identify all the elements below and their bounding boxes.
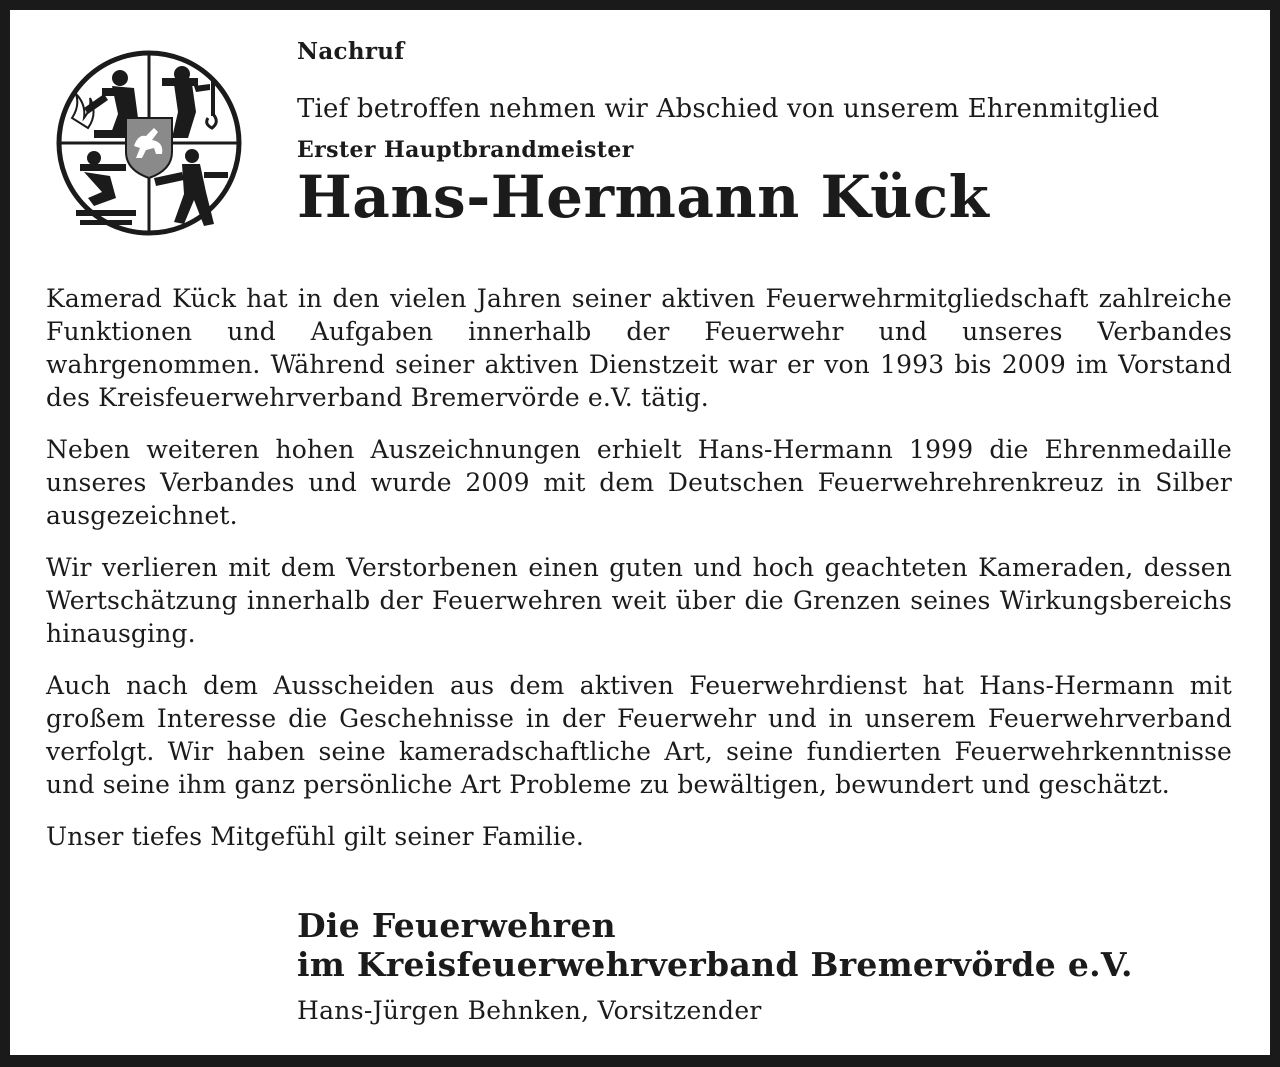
notice-header [297, 38, 1257, 233]
body-paragraph: Wir verlieren mit dem Verstorbenen einen guten und hoch geachteten Kameraden, dessen Wertschätzung innerhalb der Feuerwehren weit über die Grenzen seines Wirkungsbereichs hinausging. [46, 553, 1232, 648]
signer-name: Hans-Jürgen Behnken, Vorsitzender [297, 996, 762, 1025]
body-paragraph: Kamerad Kück hat in den vielen Jahren seiner aktiven Feuerwehrmitgliedschaft zahlreiche Funktionen und Aufgaben innerhalb der Feuerwehr und unseres Verbandes wahrgenommen. Während seiner aktiven Dienstzeit war er von 1993 bis 2009 im Vorstand des Kreisfeuerwehrverband Bremervörde e.V. tätig. [46, 284, 1232, 412]
fire-brigade-emblem-icon [54, 48, 244, 238]
deceased-rank: Erster Hauptbrandmeister [297, 136, 634, 163]
obituary-notice [10, 10, 1270, 1055]
organization-name-line2: im Kreisfeuerwehrverband Bremervörde e.V. [297, 945, 1133, 984]
signature-block [297, 906, 1227, 1026]
body-paragraph: Auch nach dem Ausscheiden aus dem aktiven Feuerwehrdienst hat Hans-Hermann mit großem Interesse die Geschehnisse in der Feuerwehr und in unserem Feuerwehrverband verfolgt. Wir haben seine kameradschaftliche Art, seine fundierten Feuerwehrkenntnisse und seine ihm ganz persönliche Art Probleme zu bewältigen, bewundert und geschätzt. [46, 671, 1232, 799]
body-paragraph: Unser tiefes Mitgefühl gilt seiner Familie. [46, 822, 585, 851]
notice-body [46, 282, 1232, 872]
notice-kicker: Nachruf [297, 38, 405, 65]
body-paragraph: Neben weiteren hohen Auszeichnungen erhielt Hans-Hermann 1999 die Ehrenmedaille unseres Verbandes und wurde 2009 mit dem Deutschen Feuerwehrehrenkreuz in Silber ausgezeichnet. [46, 435, 1232, 530]
organization-name-line1: Die Feuerwehren [297, 906, 616, 945]
deceased-name: Hans-Hermann Kück [297, 163, 990, 232]
notice-lead-text: Tief betroffen nehmen wir Abschied von unserem Ehrenmitglied [297, 93, 1160, 124]
